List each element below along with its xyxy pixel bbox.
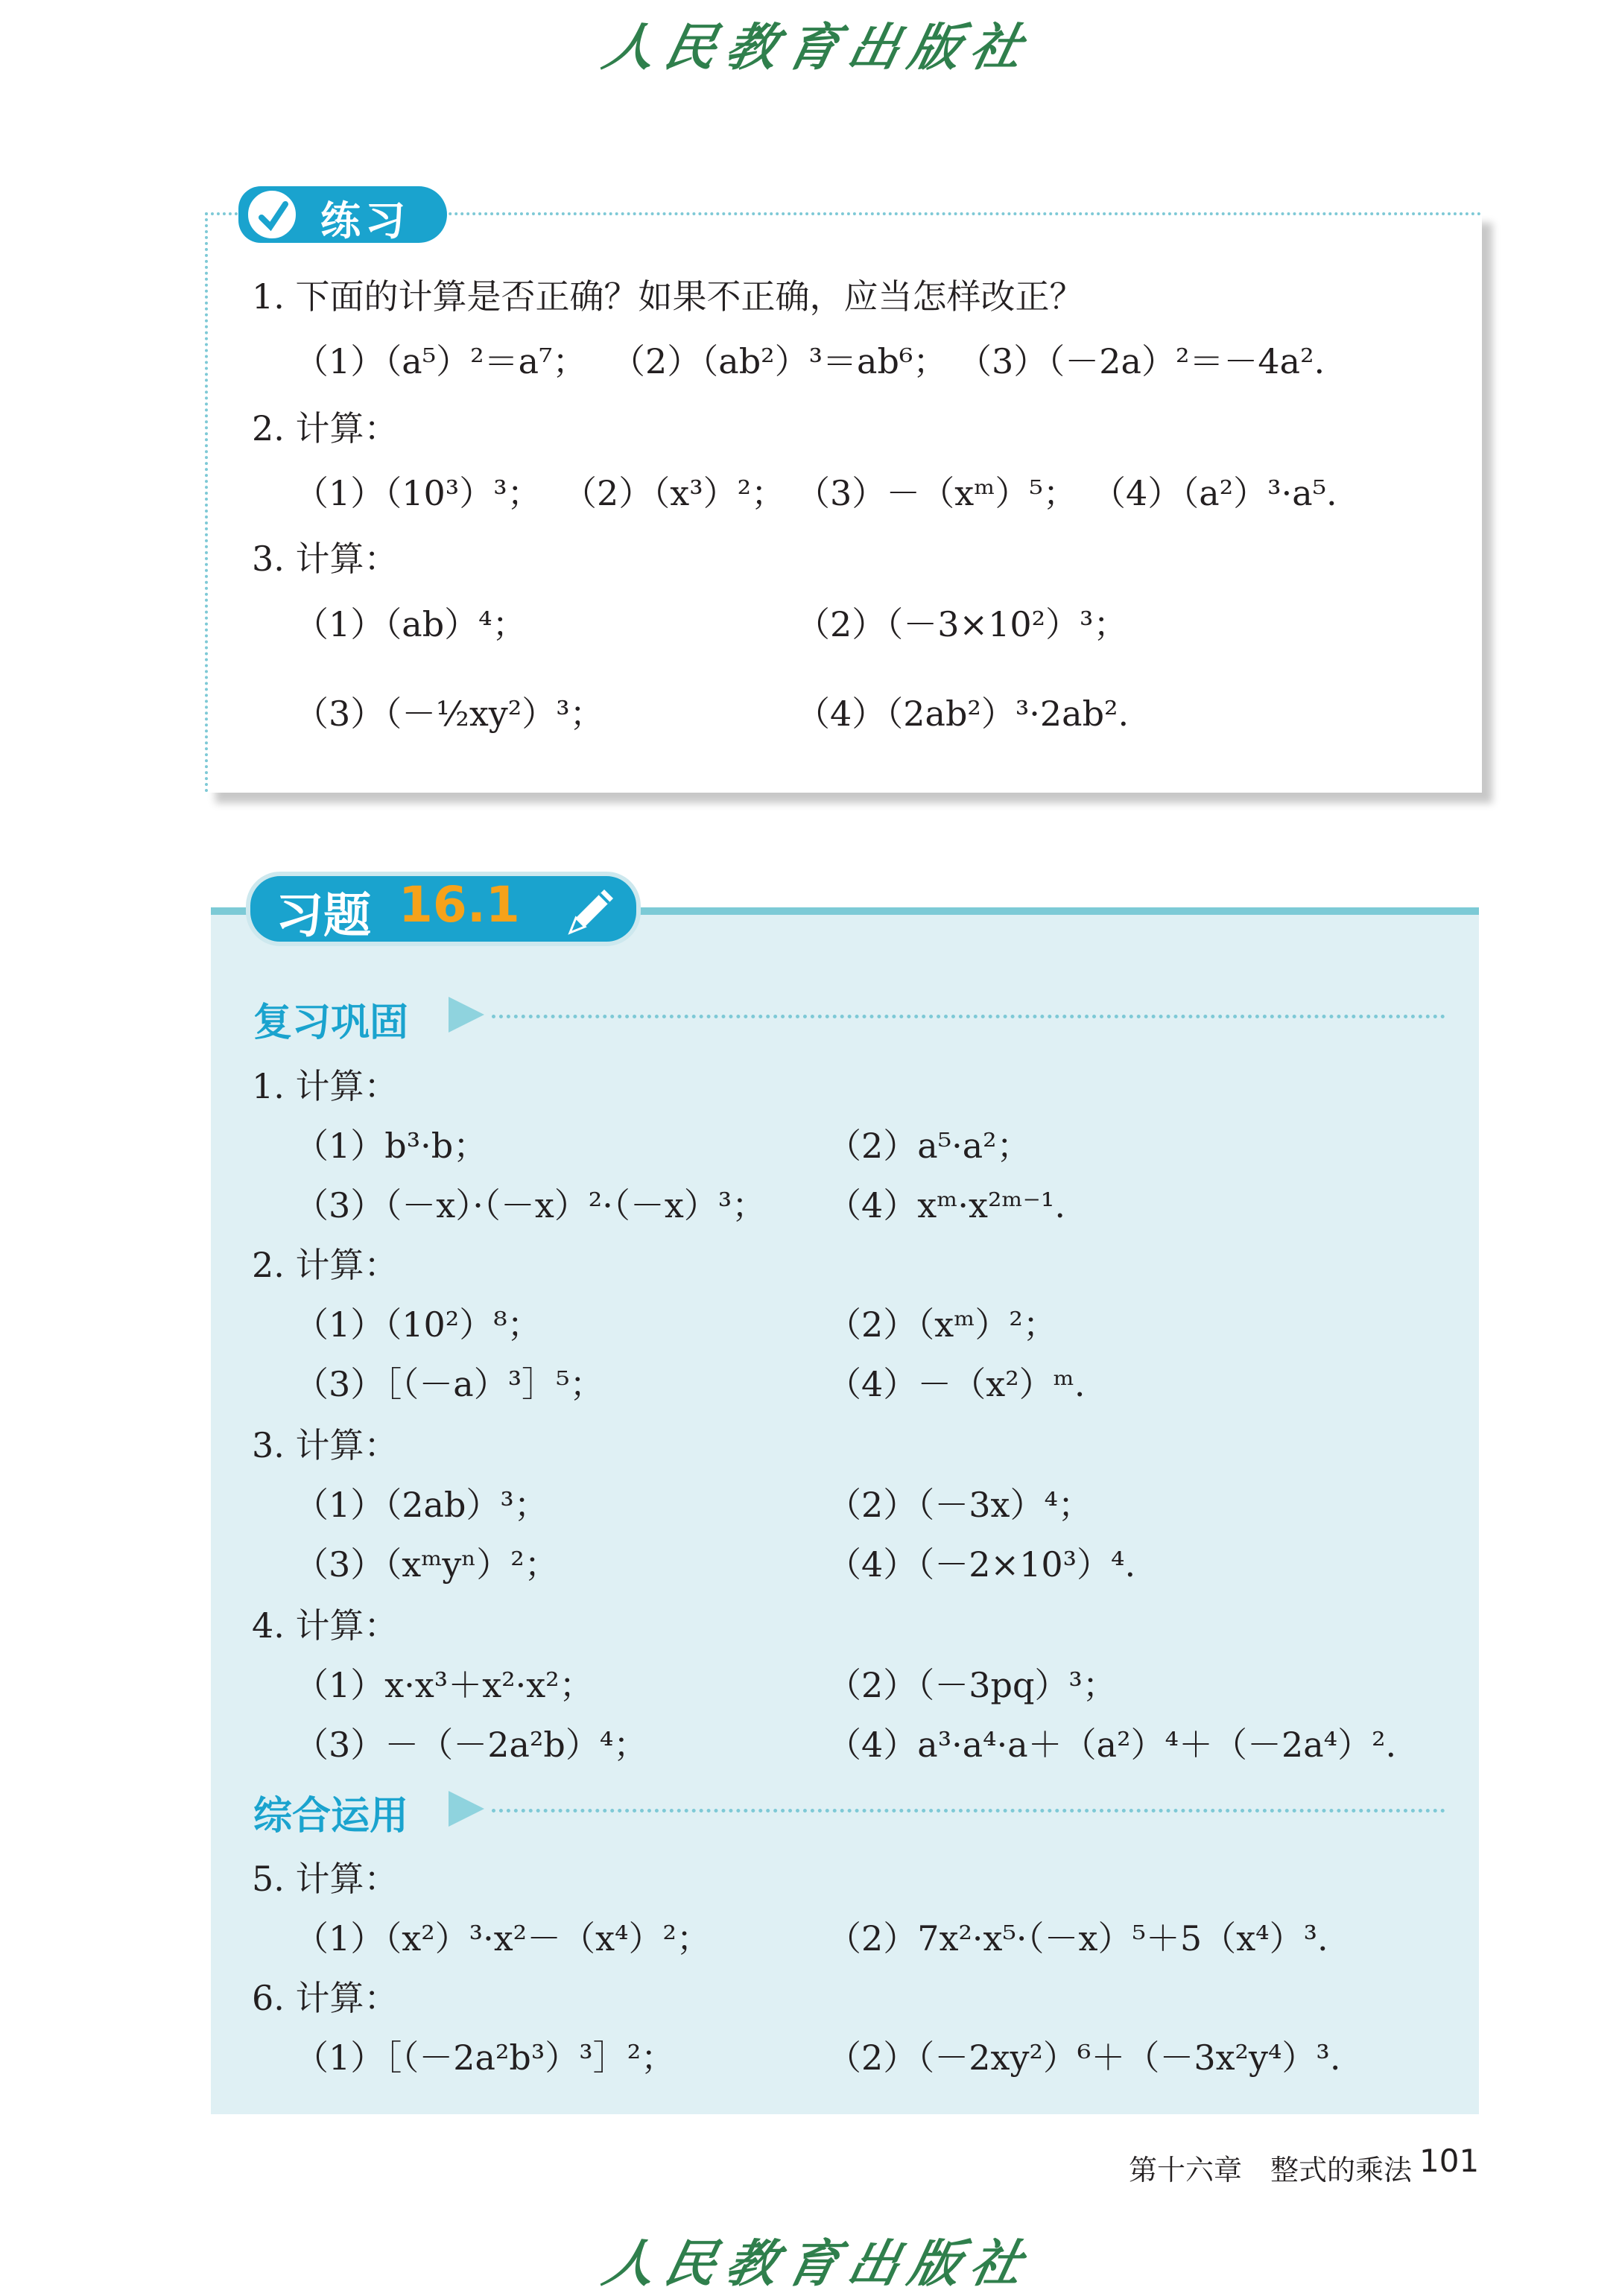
practice-q1-stem: 1. 下面的计算是否正确？如果不正确，应当怎样改正？ [252, 276, 1084, 317]
practice-q2-part2: （2）（x³）²； [563, 473, 786, 513]
publisher-logo-top: 人民教育出版社 [598, 18, 1039, 77]
practice-q3-part3: （3）（－½xy²）³； [294, 694, 604, 734]
practice-q3-part2: （2）（－3×10²）³； [796, 604, 1128, 644]
ex-p4-part1: （1）x·x³＋x²·x²； [294, 1665, 594, 1705]
exercise-number: 16.1 [399, 876, 520, 933]
exercise-title: 习题 [276, 889, 371, 944]
ex-p5-part2: （2）7x²·x⁵·（－x）⁵＋5（x⁴）³. [827, 1918, 1328, 1959]
ex-p5-stem: 5. 计算： [252, 1859, 399, 1899]
ex-p4-part4: （4）a³·a⁴·a＋（a²）⁴＋（－2a⁴）². [827, 1725, 1397, 1765]
section-apply-arrow [449, 1791, 484, 1827]
ex-p1-part1: （1）b³·b； [294, 1126, 488, 1166]
practice-q1-part2: （2）（ab²）³＝ab⁶； [611, 341, 948, 381]
section-apply-dots [492, 1809, 1445, 1813]
ex-p1-part4: （4）xᵐ·x²ᵐ⁻¹. [827, 1185, 1065, 1225]
ex-p4-stem: 4. 计算： [252, 1605, 399, 1646]
practice-q3-part4: （4）（2ab²）³·2ab². [796, 694, 1130, 734]
footer-chapter: 第十六章 整式的乘法 [1129, 2154, 1413, 2186]
ex-p3-part3: （3）（xᵐyⁿ）²； [294, 1544, 559, 1585]
ex-p3-stem: 3. 计算： [252, 1425, 399, 1465]
practice-q1-part3: （3）（－2a）²＝－4a². [957, 341, 1325, 381]
ex-p3-part1: （1）（2ab）³； [294, 1485, 548, 1525]
ex-p4-part3: （3）－（－2a²b）⁴； [294, 1725, 648, 1765]
ex-p4-part2: （2）（－3pq）³； [827, 1665, 1117, 1705]
practice-q3-stem: 3. 计算： [252, 539, 399, 579]
ex-p2-part1: （1）（10²）⁸； [294, 1304, 542, 1345]
ex-p2-stem: 2. 计算： [252, 1245, 399, 1285]
section-review-arrow [449, 997, 484, 1033]
footer-page-number: 101 [1419, 2143, 1480, 2179]
ex-p1-part2: （2）a⁵·a²； [827, 1126, 1031, 1166]
ex-p1-stem: 1. 计算： [252, 1066, 399, 1106]
practice-q2-part4: （4）（a²）³·a⁵. [1092, 473, 1337, 513]
practice-q1-part1: （1）（a⁵）²＝a⁷； [294, 341, 587, 381]
practice-q2-stem: 2. 计算： [252, 408, 399, 448]
section-review-dots [492, 1015, 1445, 1018]
ex-p3-part2: （2）（－3x）⁴； [827, 1485, 1092, 1525]
ex-p2-part2: （2）（xᵐ）²； [827, 1304, 1057, 1345]
ex-p6-stem: 6. 计算： [252, 1978, 399, 2018]
practice-q3-part1: （1）（ab）⁴； [294, 604, 527, 644]
practice-q2-part3: （3）－（xᵐ）⁵； [796, 473, 1077, 513]
pencil-icon [563, 881, 622, 940]
section-apply-title: 综合运用 [253, 1794, 409, 1839]
publisher-logo-bottom: 人民教育出版社 [598, 2234, 1039, 2294]
practice-icon [244, 187, 300, 242]
practice-title: 练习 [320, 197, 410, 244]
ex-p2-part3: （3）［（－a）³］⁵； [294, 1364, 604, 1404]
ex-p1-part3: （3）（－x）·（－x）²·（－x）³； [294, 1185, 767, 1225]
ex-p5-part1: （1）（x²）³·x²－（x⁴）²； [294, 1918, 711, 1959]
ex-p6-part1: （1）［（－2a²b³）³］²； [294, 2037, 676, 2078]
section-review-title: 复习巩固 [253, 1000, 409, 1045]
practice-q2-part1: （1）（10³）³； [294, 473, 542, 513]
ex-p6-part2: （2）（－2xy²）⁶＋（－3x²y⁴）³. [827, 2037, 1341, 2078]
ex-p3-part4: （4）（－2×10³）⁴. [827, 1544, 1136, 1585]
ex-p2-part4: （4）－（x²）ᵐ. [827, 1364, 1086, 1404]
